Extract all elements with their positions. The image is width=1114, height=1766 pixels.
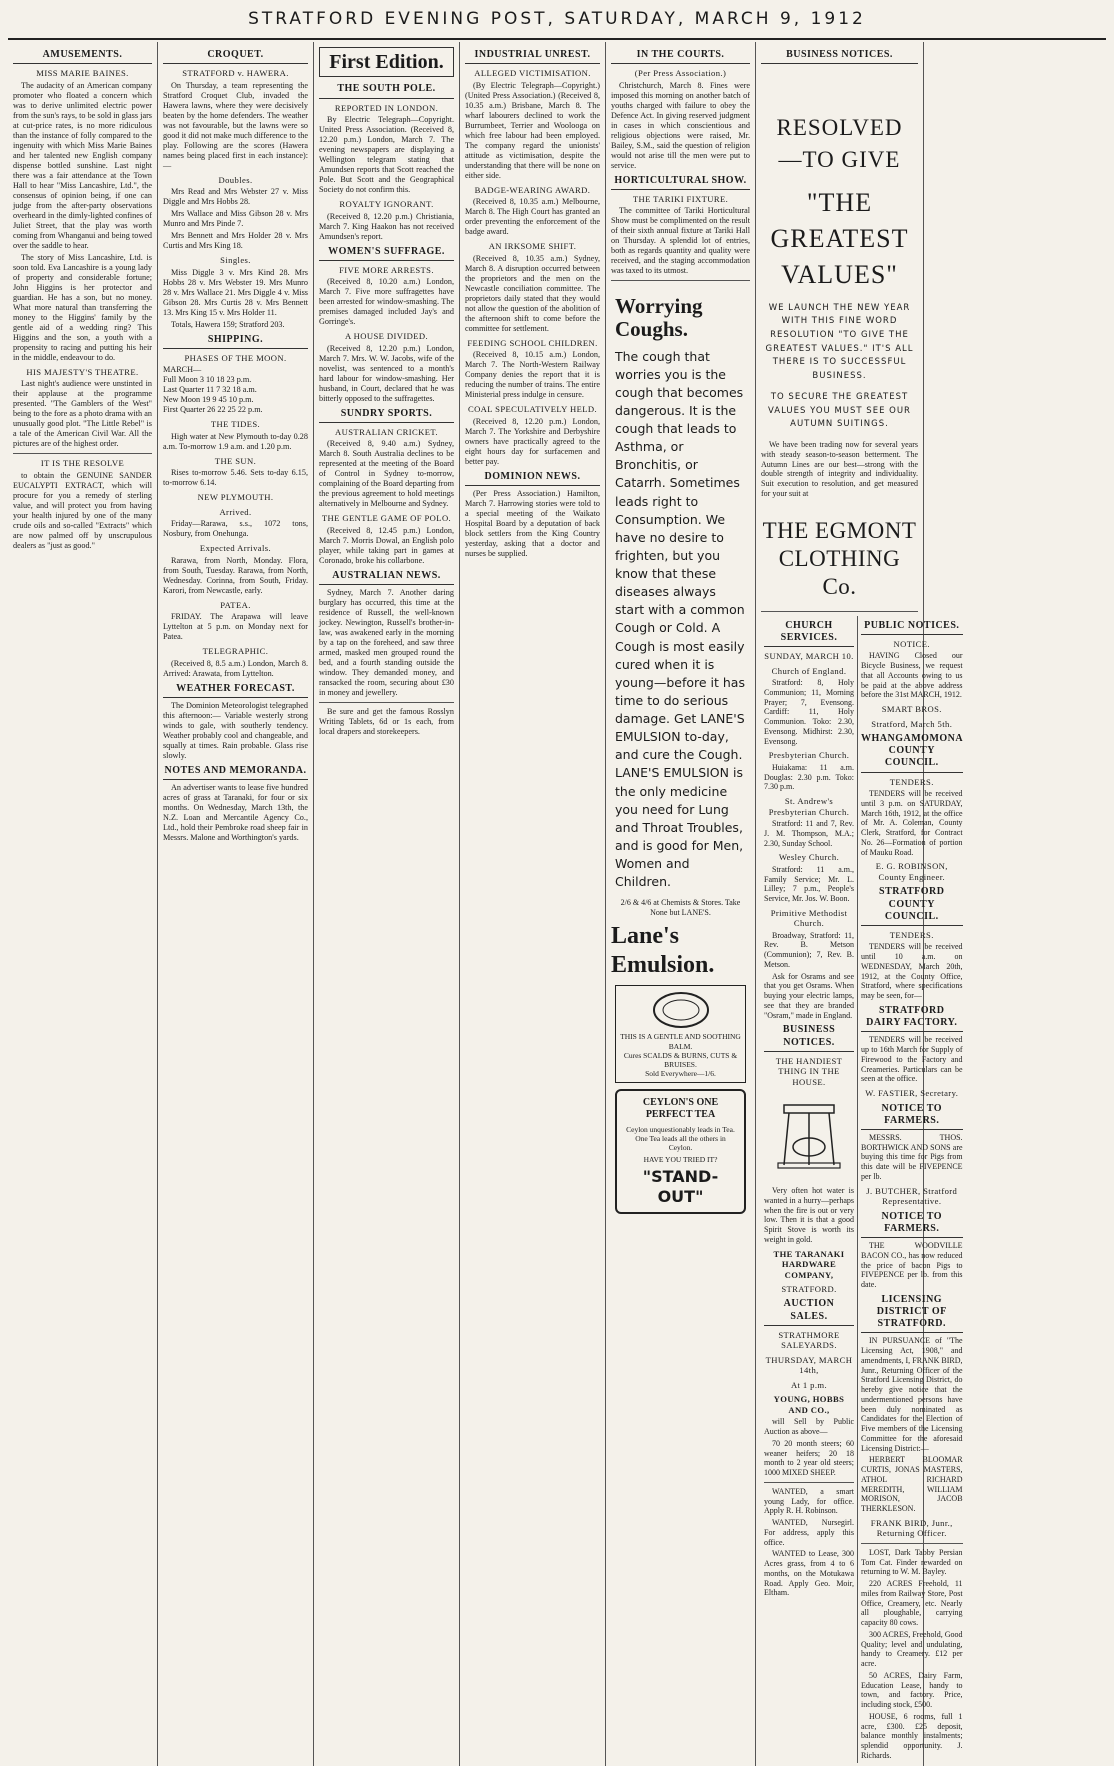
subheading: Wesley Church. xyxy=(778,852,840,863)
section-heading: BUSINESS NOTICES. xyxy=(764,1024,854,1051)
article-paragraph: Rises to-morrow 5.46. Sets to-day 6.15, to-morrow 6.14. xyxy=(163,468,308,488)
subheading: Primitive Methodist Church. xyxy=(770,907,848,929)
subheading: THURSDAY, MARCH 14th, xyxy=(765,1354,853,1376)
section-heading: IN THE COURTS. xyxy=(611,49,750,64)
subheading: HIS MAJESTY'S THEATRE. xyxy=(26,366,139,377)
article-paragraph: (Received 8, 10.20 a.m.) London, March 7. Five more suffragettes have been arrested for window-smashing. The premises damaged included Jay's and Gorringe's. xyxy=(319,277,454,327)
notice-text: TENDERS will be received up to 16th March for Supply of Firewood to the Factory and Creameries. Particulars can be seen at the office. xyxy=(861,1035,963,1084)
article-paragraph: Last night's audience were unstinted in their applause at the programme presented. "The Gamblers of the West" being to the fore as a photo drama with an unusually good plot. "The Little Rebel" is a tale of the American Civil War. All the pictures are of the highest order. xyxy=(13,379,152,449)
advertisement-text: to obtain the GENUINE SANDER EUCALYPTI EXTRACT, which will procure for you a remedy of sterling value, and will protect you from having your health injured by one of the many crude oils and so-called "Extracts" which are now palmed off by unscrupulous dealers as "just as good." xyxy=(13,470,152,550)
left-subcolumn xyxy=(761,616,858,1763)
signature: W. FASTIER, Secretary. xyxy=(865,1088,959,1099)
advert-price: 2/6 & 4/6 at Chemists & Stores. Take None but LANE'S. xyxy=(620,898,741,918)
article-paragraph: (Received 8, 12.20 p.m.) London, March 7. The Yorkshire and Derbyshire owners have practically agreed to the eight hours day for surfacemen and better pay. xyxy=(465,416,600,466)
advertisement-text: Be sure and get the famous Rosslyn Writing Tablets, 6d or 1s each, from local drapers and storekeepers. xyxy=(319,707,454,737)
subheading: NEW PLYMOUTH. xyxy=(197,492,274,503)
edition-title: First Edition. xyxy=(319,47,454,77)
column-amusements xyxy=(8,42,158,1766)
divider xyxy=(611,280,750,281)
article-paragraph: (Per Press Association.) Hamilton, March 7. Harrowing stories were told to a special meeting of the Waikato Hospital Board by a deputation of back block settlers from the King Country yesterday, asking that a doctor and nurses be supplied. xyxy=(465,488,600,558)
moon-row: Last Quarter 11 7 32 18 a.m. xyxy=(163,385,257,395)
section-heading: STRATFORD DAIRY FACTORY. xyxy=(861,1005,963,1032)
subheading: Singles. xyxy=(220,255,251,266)
column-croquet-shipping xyxy=(158,42,314,1766)
advert-headline: "THE GREATEST VALUES" xyxy=(770,187,909,290)
subheading: COAL SPECULATIVELY HELD. xyxy=(467,404,598,415)
subheading: TELEGRAPHIC. xyxy=(202,646,269,657)
lanes-emulsion-advert xyxy=(611,285,750,895)
article-paragraph: Huiakama: 11 a.m. Douglas: 2.30 p.m. Toko: 7.30 p.m. xyxy=(764,762,854,792)
section-heading: NOTICE TO FARMERS. xyxy=(861,1211,963,1238)
article-paragraph: FRIDAY. The Arapawa will leave Lyttelton at 5 p.m. on Monday next for Patea. xyxy=(163,612,308,642)
classified-ad: HOUSE, 6 rooms, full 1 acre, £300. £25 deposit, balance monthly instalments; splendid opportunity. J. Richards. xyxy=(861,1711,963,1760)
subheading: A HOUSE DIVIDED. xyxy=(344,331,429,342)
notice-text: MESSRS. THOS. BORTHWICK AND SONS are buying this time for Pigs from this date will be FIVEPENCE per lb. xyxy=(861,1132,963,1181)
subheading: THE HANDIEST THING IN THE HOUSE. xyxy=(775,1055,843,1087)
balm-line: Cures SCALDS & BURNS, CUTS & BRUISES. xyxy=(623,1050,738,1069)
subheading: St. Andrew's Presbyterian Church. xyxy=(768,796,850,817)
subheading: MISS MARIE BAINES. xyxy=(36,68,129,79)
signature-location: Stratford, March 5th. xyxy=(871,718,953,729)
divider xyxy=(764,1482,854,1483)
advert-headline: RESOLVED—TO GIVE xyxy=(776,115,903,173)
column-courts-ads xyxy=(606,42,756,1766)
lanes-emulsion-title: Lane's Emulsion. xyxy=(611,922,715,979)
article-paragraph: Christchurch, March 8. Fines were imposed this morning on another batch of youths charged with failure to obey the Defence Act. In giving reserved judgment in cases in which conscientious and religious objections were raised, Mr. Bailey, S.M., said the question of religion would not arise till the men were put to service. xyxy=(611,80,750,170)
divider xyxy=(319,702,454,703)
advert-body: The cough that worries you is the cough that becomes dangerous. It is the cough that leads to Asthma, or Bronchitis, or Catarrh. Sometimes leads right to Consumption. We have no desire to frighten, but you know that these diseases always start with a common Cough or Cold. A Cough is most easily cured when it is young—before it has time to do serious damage. Get LANE'S EMULSION to-day, and cure the Cough. LANE'S EMULSION is the only medicine you need for Lung and Throat Troubles, and is good for Men, Women and Children. xyxy=(615,348,745,890)
article-paragraph: (Received 8, 10.35 a.m.) Sydney, March 8. A disruption occurred between the proprietors and the men on the Newcastle conciliation committee. The proprietors daily stated that they would not allow the question of the abolition of the afternoon shift to come before the committee for settlement. xyxy=(465,253,600,333)
section-heading: WHANGAMOMONA COUNTY COUNCIL. xyxy=(861,733,963,773)
article-paragraph: On Thursday, a team representing the Stratford Croquet Club, invaded the Hawera lawns, where they were decisively beaten by the home defenders. The weather was not favourable, but the lawns were so good it did not make much difference to the play. Following are the scores (Hawera names being placed first in each instance):— xyxy=(163,80,308,170)
classified-ad: LOST, Dark Tabby Persian Tom Cat. Finder rewarded on returning to W. M. Bayley. xyxy=(861,1547,963,1577)
article-paragraph: 70 20 month steers; 60 weaner heifers; 20 18 month to 2 year old steers; 1000 MIXED SHEEP. xyxy=(764,1438,854,1477)
article-paragraph: (Received 8, 10.15 a.m.) London, March 7. The North-Western Railway Company denies the report that it is reducing the number of trains. The entire Ministerial press indulge in censure. xyxy=(465,350,600,400)
section-heading: HORTICULTURAL SHOW. xyxy=(611,175,750,190)
article-paragraph: Friday—Rarawa, s.s., 1072 tons, Nosbury, from Onehunga. xyxy=(163,519,308,539)
article-paragraph: (Received 8, 12.20 p.m.) London, March 7. Mrs. W. W. Jacobs, wife of the novelist, was sentenced to a month's hard labour for window-smashing. Her husband, in Court, declared that he was bitterly opposed to the suffragettes. xyxy=(319,343,454,403)
company-name: THE TARANAKI HARDWARE COMPANY, xyxy=(773,1248,845,1280)
section-heading: DOMINION NEWS. xyxy=(465,471,600,486)
subheading: REPORTED IN LONDON. xyxy=(334,102,439,113)
article-paragraph: Rarawa, from North, Monday. Flora, from South, Tuesday. Rarawa, from North, Wednesday. Corinna, from South, Friday. Karori, from Newcastle, early. xyxy=(163,555,308,595)
section-heading: NOTES AND MEMORANDA. xyxy=(163,765,308,780)
balm-advert xyxy=(615,985,746,1083)
subheading: THE TARIKI FIXTURE. xyxy=(632,193,729,204)
subheading: STRATFORD v. HAWERA. xyxy=(182,68,289,79)
article-paragraph: Very often hot water is wanted in a hurry—perhaps when the fire is out or very low. Then it is that a good Spirit Stove is worth its weight in gold. xyxy=(764,1186,854,1244)
divider xyxy=(761,611,918,612)
balm-line: Sold Everywhere—1/6. xyxy=(645,1069,716,1079)
article-paragraph: The committee of Tariki Horticultural Show must be complimented on the result of their sixth annual fixture at Tariki Hall on Thursday. A splendid lot of entries, both as regards quantity and quality were received, and the staging accommodation was taxed to its utmost. xyxy=(611,206,750,276)
article-paragraph: The audacity of an American company promoter who floated a concern which was to derive unlimited electric power from the sun's rays, to be sold in glass jars at cut-price rates, is no more ridiculous than the instance of folly compared to the ingenuity with which Miss Marie Baines and her talented new English company dispense bottled sunshine. Last night there was a fair attendance at the Town Hall to hear "Miss Lancashire, Ltd.", the consensus of opinion being, if one can judge from the after-party observations overheard in the dimly-lighted confines of Juliet Street, that the play was worth coming from Whanganui and being towed over the saddle to hear. xyxy=(13,80,152,250)
section-heading: SHIPPING. xyxy=(163,334,308,349)
article-paragraph: (Received 8, 12.45 p.m.) London, March 7. Morris Dowal, an English polo player, while taking part in games at Coronado, broke his collarbone. xyxy=(319,525,454,565)
notice-text: HAVING Closed our Bicycle Business, we request that all Accounts owing to us be paid at the above address before the 31st MARCH, 1912. xyxy=(861,651,963,700)
subheading: ROYALTY IGNORANT. xyxy=(339,199,434,210)
tea-question: HAVE YOU TRIED IT? xyxy=(643,1154,718,1164)
section-heading: CROQUET. xyxy=(163,49,308,64)
score-line: Mrs Bennett and Mrs Holder 28 v. Mrs Curtis and Mrs King 18. xyxy=(163,231,308,251)
subheading: PHASES OF THE MOON. xyxy=(184,352,287,363)
candidate-list: HERBERT BLOOMAR CURTIS, JONAS MASTERS, ATHOL RICHARD MEREDITH, WILLIAM MORISON, JACOB THERKLESON. xyxy=(861,1455,963,1514)
section-heading: INDUSTRIAL UNREST. xyxy=(465,49,600,64)
subheading: Arrived. xyxy=(219,506,252,517)
notice-text: IN PURSUANCE of "The Licensing Act, 1908," and amendments, I, FRANK BIRD, Junr., Returning Officer of the Stratford Licensing District, do hereby give notice that the undermentioned persons have been duly nominated as Candidates for the Election of Five members of the Licensing Committee for the aforesaid Licensing District:— xyxy=(861,1336,963,1453)
section-heading: AUCTION SALES. xyxy=(764,1298,854,1325)
signature: E. G. ROBINSON, County Engineer. xyxy=(875,861,948,882)
section-heading: PUBLIC NOTICES. xyxy=(861,620,963,635)
split-columns xyxy=(761,616,964,1763)
article-paragraph: Broadway, Stratford: 11, Rev. B. Metson (Communion); 7, Rev. B. Metson. xyxy=(764,930,854,969)
subheading: SUNDAY, MARCH 10. xyxy=(764,651,854,662)
subheading: AUSTRALIAN CRICKET. xyxy=(335,426,438,437)
section-heading: AMUSEMENTS. xyxy=(13,49,152,64)
subheading: Church of England. xyxy=(771,665,847,676)
article-paragraph: Stratford: 8, Holy Communion; 11, Morning Prayer; 7, Evensong. Cardiff: 11, Holy Communion. Toko: 2.30, Evensong. Midhirst: 2.30, Evensong. xyxy=(764,678,854,746)
article-paragraph: Ask for Osrams and see that you get Osrams. When buying your electric lamps, see that they are branded "Osram," made in England. xyxy=(764,971,854,1020)
score-line: Mrs Wallace and Miss Gibson 28 v. Mrs Munro and Mrs Pinde 7. xyxy=(163,209,308,229)
article-paragraph: will Sell by Public Auction as above— xyxy=(764,1417,854,1436)
divider xyxy=(13,453,152,454)
subheading: Expected Arrivals. xyxy=(199,543,272,554)
article-paragraph: High water at New Plymouth to-day 0.28 a.m. To-morrow 1.9 a.m. and 1.20 p.m. xyxy=(163,431,308,451)
subheading: BADGE-WEARING AWARD. xyxy=(474,184,591,195)
classified-ad: WANTED, Nursegirl. For address, apply this office. xyxy=(764,1518,854,1547)
subheading: PATEA. xyxy=(220,599,251,610)
section-heading: AUSTRALIAN NEWS. xyxy=(319,570,454,585)
advert-headline: Worrying Coughs. xyxy=(615,294,703,342)
section-heading: WOMEN'S SUFFRAGE. xyxy=(319,246,454,261)
subheading: (Per Press Association.) xyxy=(634,68,727,79)
notice-text: TENDERS will be received until 10 a.m. on WEDNESDAY, March 20th, 1912, at the County Office, Stratford, where specifications may be seen, for— xyxy=(861,942,963,1001)
subheading: STRATHMORE SALEYARDS. xyxy=(778,1329,840,1351)
section-heading: NOTICE TO FARMERS. xyxy=(861,1103,963,1130)
tea-brand: "STAND-OUT" xyxy=(642,1167,719,1206)
article-paragraph: (By Electric Telegraph—Copyright.) (United Press Association.) (Received 8, 10.35 a.m.) Brisbane, March 8. The wharf labourers declined to work the Burrumbeet, Terrier and Woolooga on which free labour had been employed. The company regard the unionists' attitude as victimisation, despite the understanding that there will be none on either side. xyxy=(465,80,600,180)
subheading: IT IS THE RESOLVE xyxy=(40,458,125,469)
article-paragraph: By Electric Telegraph—Copyright. United Press Association. (Received 8, 12.20 p.m.) London, March 7. The evening newspapers are displaying a Wellington telegram stating that Amundsen reports that Scott reached the Pole. But Scott and the Geographical Society do not confirm this. xyxy=(319,115,454,195)
subheading: NOTICE. xyxy=(893,638,930,649)
article-paragraph: An advertiser wants to lease five hundred acres of grass at Taranaki, for four or six months. On Wednesday, March 13th, the N.Z. Loan and Mercantile Agency Co., Ltd., hold their Pembroke road sheep fair in Messrs. Malone and Worthington's yards. xyxy=(163,783,308,843)
egmont-clothing-title: THE EGMONT CLOTHING Co. xyxy=(762,517,917,599)
divider xyxy=(861,1543,963,1544)
article-paragraph: Sydney, March 7. Another daring burglary has occurred, this time at the residence of Russell, the well-known jockey. Newington, Russell's brother-in-law, was awakened early in the morning by a tap on the foreheed, and saw three armed, masked men grouped round the bed, and a fourth standing outside the window. They demanded money, and ransacked the room, securing about £30 in money and jewellery. xyxy=(319,588,454,698)
subheading: FEEDING SCHOOL CHILDREN. xyxy=(467,337,598,348)
tea-title: CEYLON'S ONE PERFECT TEA xyxy=(642,1097,719,1121)
classified-ad: 300 ACRES, Freehold, Good Quality; level and undulating, handy to Creamery. £12 per acre. xyxy=(861,1629,963,1669)
classified-ad: 50 ACRES, Dairy Farm, Education Lease, handy to town, and factory. Price, including stock, £500. xyxy=(861,1670,963,1710)
column-first-edition xyxy=(314,42,460,1766)
company-location: STRATFORD. xyxy=(781,1284,837,1294)
section-heading: SUNDRY SPORTS. xyxy=(319,408,454,423)
notice-text: TENDERS will be received until 3 p.m. on SATURDAY, March 16th, 1912, at the office of Mr. A. Coleman, County Clerk, Stratford, for Contract No. 26—Formation of portion of Mauku Road. xyxy=(861,789,963,857)
classified-ad: WANTED, a smart young Lady, for office. Apply R. H. Robinson. xyxy=(764,1486,854,1516)
subheading: TENDERS. xyxy=(889,929,934,940)
article-paragraph: The Dominion Meteorologist telegraphed this afternoon:— Variable westerly strong winds to gale, with southerly tendency. Weather probably cool and changeable, and squally at times. Rain probable. Glass rise slowly. xyxy=(163,700,308,760)
article-paragraph: The story of Miss Lancashire, Ltd. is soon told. Eva Lancashire is a young lady of property and considerable fortune; John Higgins is her protector and guardian. He has a son, but no money. What more natural than transferring the money to the Higgins' family by the gentle aid of a wedding ring? This Higgins and the son, a youth with a propensity to racing and putting his heir in the middle, endeavour to do. xyxy=(13,252,152,362)
advert-text: TO SECURE THE GREATEST VALUES YOU MUST SEE OUR AUTUMN SUITINGS. xyxy=(768,392,911,430)
article-paragraph: (Received 8, 12.20 p.m.) Christiania, March 7. King Haakon has not received Amundsen's report. xyxy=(319,211,454,241)
subheading: THE TIDES. xyxy=(210,419,261,430)
article-paragraph: Stratford: 11 a.m., Family Service; Mr. L. Lilley; 7 p.m., People's Service, Mr. Jos. W. Boon. xyxy=(764,864,854,903)
notice-text: THE WOODVILLE BACON CO., has now reduced the price of bacon Pigs to FIVEPENCE per lb. from this date. xyxy=(861,1241,963,1289)
column-industrial-unrest xyxy=(460,42,606,1766)
subheading: FIVE MORE ARRESTS. xyxy=(339,264,434,275)
moon-row: New Moon 19 9 45 10 p.m. xyxy=(163,395,254,405)
balm-tin-icon xyxy=(651,990,711,1030)
subheading: THE GENTLE GAME OF POLO. xyxy=(321,513,452,524)
section-heading: CHURCH SERVICES. xyxy=(764,620,854,647)
article-paragraph: (Received 8, 9.40 a.m.) Sydney, March 8. South Australia declines to be represented at the meeting of the Board of Control in Sydney to-morrow, complaining of the Board departing from the previous agreement to hold meetings alternatively in Melbourne and Sydney. xyxy=(319,439,454,509)
columns xyxy=(8,42,1106,1760)
column-business-notices xyxy=(756,42,964,1766)
section-heading: STRATFORD COUNTY COUNCIL. xyxy=(861,886,963,926)
moon-row: First Quarter 26 22 25 22 p.m. xyxy=(163,405,263,415)
moon-row: Full Moon 3 10 18 23 p.m. xyxy=(163,375,252,385)
advert-text: We have been trading now for several years with steady season-to-season betterment. The Autumn Lines are our best—strong with the double strength of integrity and individuality. Suit execution to resolution, and get measured for your suit at xyxy=(761,440,918,498)
section-heading: WEATHER FORECAST. xyxy=(163,683,308,698)
balm-line: THIS IS A GENTLE AND SOOTHING BALM. xyxy=(620,1032,741,1051)
section-heading: BUSINESS NOTICES. xyxy=(761,49,918,64)
company-name: YOUNG, HOBBS AND CO., xyxy=(773,1394,845,1415)
signature: J. BUTCHER, Stratford Representative. xyxy=(866,1185,958,1207)
advert-text: WE LAUNCH THE NEW YEAR WITH THIS FINE WORD RESOLUTION "TO GIVE THE GREATEST VALUES." IT'S ALL THERE IS TO SUCCESSFUL BUSINESS. xyxy=(765,302,914,381)
score-line: Totals, Hawera 159; Stratford 203. xyxy=(171,319,285,329)
right-subcolumn xyxy=(858,616,966,1763)
classified-ad: 220 ACRES Freehold, 11 miles from Railway Store, Post Office, Creamery, etc. Nearly all ploughable, carrying capacity 80 cows. xyxy=(861,1579,963,1628)
subheading: Presbyterian Church. xyxy=(768,750,850,761)
classified-ad: WANTED to Lease, 300 Acres grass, from 4 to 6 months, on the Motukawa Road. Apply Geo. Moir, Eltham. xyxy=(764,1549,854,1598)
subheading: TENDERS. xyxy=(889,776,934,787)
subheading: Doubles. xyxy=(218,174,253,185)
section-heading: THE SOUTH POLE. xyxy=(319,83,454,98)
spirit-stove-icon xyxy=(764,1095,854,1175)
score-line: Miss Diggle 3 v. Mrs Kind 28. Mrs Hobbs 28 v. Mrs Webster 19. Mrs Munro 28 v. Mrs Wallace 21. Mrs Diggle 4 v. Miss Gibson 28. Mrs Curtis 28 v. Mrs Bennett 13. Mrs King 15 v. Mrs Holder 11. xyxy=(163,267,308,317)
section-heading: LICENSING DISTRICT OF STRATFORD. xyxy=(861,1294,963,1334)
signature: FRANK BIRD, Junr., Returning Officer. xyxy=(870,1517,953,1539)
tea-text: Ceylon unquestionably leads in Tea. One Tea leads all the others in Ceylon. xyxy=(626,1124,735,1152)
tea-advert xyxy=(615,1089,746,1214)
signature: SMART BROS. xyxy=(881,704,942,715)
article-paragraph: Stratford: 11 and 7, Rev. J. M. Thompson, M.A.; 2.30, Sunday School. xyxy=(764,819,854,848)
subheading: ALLEGED VICTIMISATION. xyxy=(474,68,591,79)
masthead: STRATFORD EVENING POST, SATURDAY, MARCH 9, 1912 xyxy=(8,0,1106,40)
score-line: Mrs Read and Mrs Webster 27 v. Miss Diggle and Mrs Hobbs 28. xyxy=(163,187,308,207)
article-paragraph: (Received 8, 10.35 a.m.) Melbourne, March 8. The High Court has granted an order preventing the enforcement of the badge award. xyxy=(465,197,600,237)
subheading: THE SUN. xyxy=(214,455,257,466)
subheading: AN IRKSOME SHIFT. xyxy=(488,241,577,252)
subheading: At 1 p.m. xyxy=(790,1379,828,1390)
moon-label: MARCH— xyxy=(163,365,202,375)
article-paragraph: (Received 8, 8.5 a.m.) London, March 8. Arrived: Arawata, from Lyttelton. xyxy=(163,658,308,678)
